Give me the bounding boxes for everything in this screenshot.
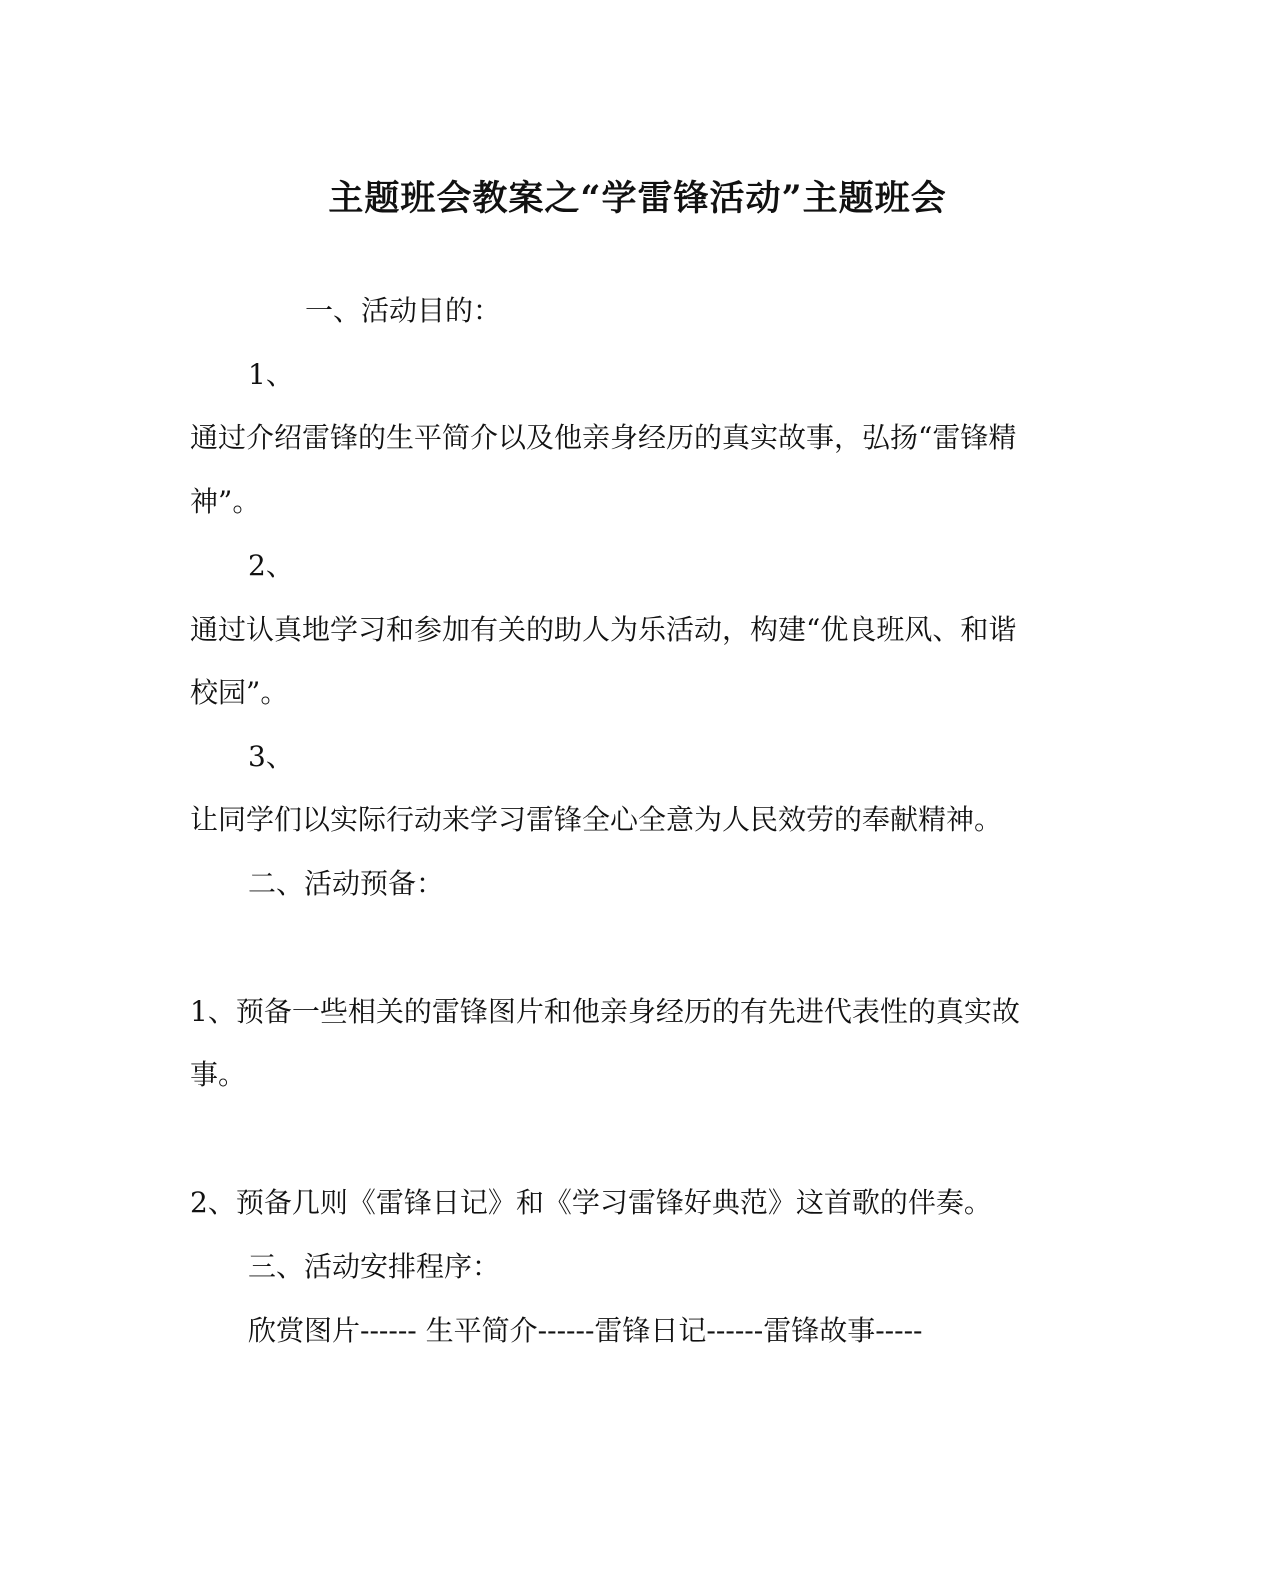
item-number-2: 2、 bbox=[248, 549, 294, 582]
prep-item-2-line-1: 2、预备几则《雷锋日记》和《学习雷锋好典范》这首歌的伴奏。 bbox=[190, 1186, 992, 1219]
prep-item-1-line-1: 1、预备一些相关的雷锋图片和他亲身经历的有先进代表性的真实故 bbox=[190, 995, 1020, 1028]
section-heading-purpose: 一、活动目的： bbox=[305, 294, 502, 327]
item-2-text-line-1: 通过认真地学习和参加有关的助人为乐活动，构建“优良班风、和谐 bbox=[190, 613, 1017, 646]
item-number-1: 1、 bbox=[248, 358, 294, 391]
prep-item-1-line-2: 事。 bbox=[190, 1058, 247, 1091]
section-heading-program: 三、活动安排程序： bbox=[248, 1250, 501, 1283]
item-2-text-line-2: 校园”。 bbox=[190, 676, 289, 709]
item-1-text-line-1: 通过介绍雷锋的生平简介以及他亲身经历的真实故事，弘扬“雷锋精 bbox=[190, 421, 1017, 454]
item-1-text-line-2: 神”。 bbox=[190, 485, 261, 518]
item-number-3: 3、 bbox=[248, 740, 294, 773]
item-3-text-line-1: 让同学们以实际行动来学习雷锋全心全意为人民效劳的奉献精神。 bbox=[190, 803, 1003, 836]
document-title: 主题班会教案之“学雷锋活动”主题班会 bbox=[328, 178, 947, 219]
program-sequence-line: 欣赏图片------ 生平简介------雷锋日记------雷锋故事----- bbox=[248, 1314, 923, 1347]
section-heading-preparation: 二、活动预备： bbox=[248, 867, 445, 900]
